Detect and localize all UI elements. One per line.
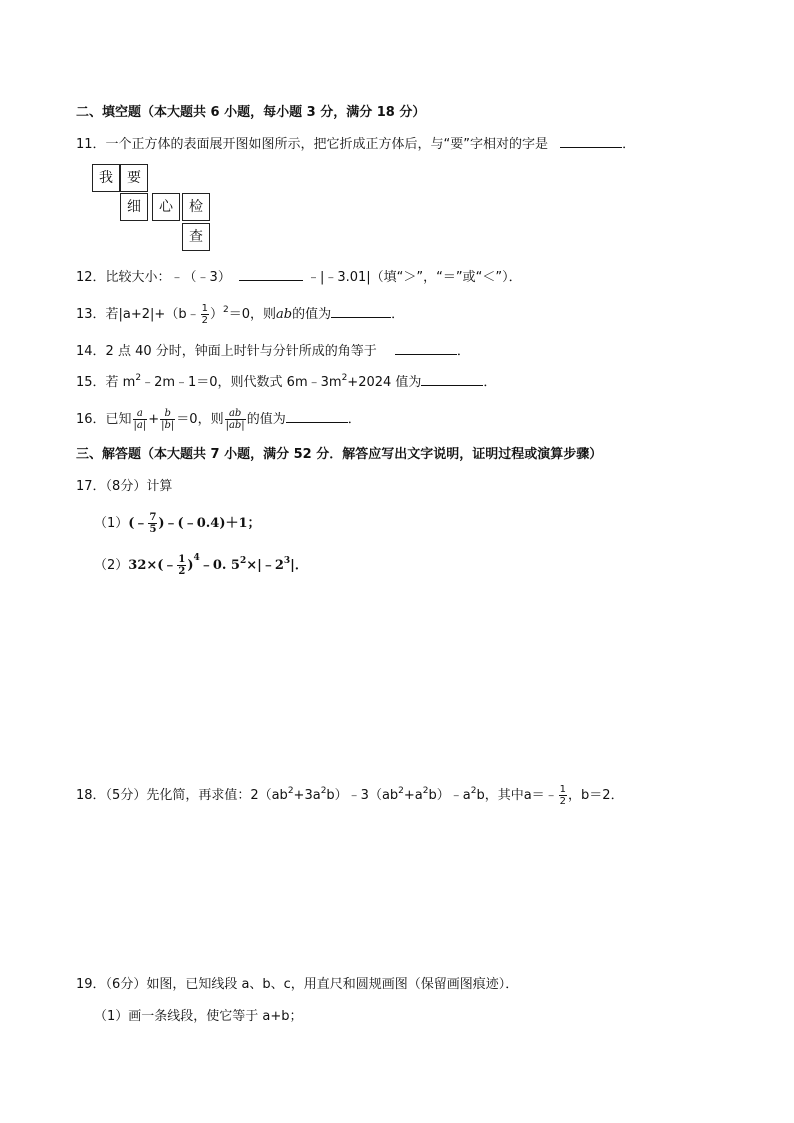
question-14-end: ． [456,344,470,359]
fraction-numerator: 1 [559,784,567,795]
answer-blank-16[interactable] [286,409,348,423]
exponent: 4 [193,553,200,563]
section-2-title: 二、填空题（本大题共 6 小题，每小题 3 分，满分 18 分） [76,105,426,120]
question-13-prefix: 13．若|a+2|+（b﹣ [76,307,200,322]
plus-sign: + [148,412,160,427]
fraction-numerator: 1 [178,554,186,565]
question-16-end: 的值为 [246,412,286,427]
exponent: 2 [239,556,247,566]
question-16-period: ． [347,412,361,427]
question-16-mid: ＝0，则 [176,412,224,427]
question-15-part1: 15．若 m [76,375,136,390]
question-19-part-1: （1）画一条线段，使它等于 a+b； [94,1009,303,1024]
answer-blank-13[interactable] [331,304,391,318]
fraction-one-half [559,784,567,807]
question-12-prefix: 12．比较大小：﹣（﹣3） [76,270,231,285]
question-17-part-2 [94,554,308,577]
fraction-numerator: 7 [149,512,157,523]
fraction-seven-fifths [148,512,157,535]
exponent: 2 [422,786,429,796]
q18-part: ，b＝2． [568,788,624,803]
fraction-a-over-abs-a [133,408,148,431]
question-13 [76,303,404,326]
close-paren: ) [187,558,194,573]
question-12-text: ﹣|﹣3.01|（填“＞”，“＝”或“＜”）． [306,270,522,285]
q18-part: b，其中a＝﹣ [476,788,558,803]
fraction-denominator: 2 [559,796,567,807]
fraction-one-half [177,554,186,577]
net-cell-4: 心 [152,193,180,221]
q18-part: +3a [293,788,321,803]
fraction-denominator: |ab| [225,420,245,431]
question-13-end: 的值为 [292,307,332,322]
expression-abs: ×|﹣2 [246,558,284,573]
exponent: 2 [222,305,229,315]
net-cell-5: 检 [182,193,210,221]
question-15 [76,372,496,392]
question-13-tail: ＝0，则 [228,307,276,322]
expression-mid: ﹣0. 5 [199,558,240,573]
question-15-end: ． [483,375,497,390]
question-11-end: ． [622,137,636,152]
question-14-text: 14．2 点 40 分时，钟面上时针与分针所成的角等于 [76,344,377,359]
question-11-text: 11．一个正方体的表面展开图如图所示，把它折成正方体后，与“要”字相对的字是 [76,137,549,152]
question-13-paren: ） [209,307,223,322]
q18-part: b）﹣a [428,788,471,803]
answer-blank-11[interactable] [560,134,622,148]
expression-start: (﹣ [128,516,148,531]
variable-ab: ab [275,307,293,322]
fraction-b-over-abs-b [160,408,175,431]
question-12 [76,267,522,287]
net-cell-2: 要 [120,164,148,192]
question-19: 19．（6分）如图，已知线段 a、b、c，用直尺和圆规画图（保留画图痕迹）． [76,977,519,992]
fraction-ab-over-abs-ab [225,408,246,431]
fraction-numerator: b [164,408,171,419]
answer-blank-15[interactable] [421,372,483,386]
part-label: （1） [94,516,129,531]
exponent: 2 [287,786,294,796]
q18-part: 18．（5分）先化简，再求值：2（ab [76,788,288,803]
question-14 [76,341,470,361]
fraction-numerator: 1 [201,303,208,314]
exponent: 2 [135,373,142,383]
fraction-denominator: 2 [201,315,208,326]
fraction-numerator: ab [228,408,242,419]
expression-start: 32×(﹣ [128,558,177,573]
net-cell-6: 查 [182,223,210,251]
fraction-denominator: 5 [149,524,157,535]
fraction-denominator: |a| [133,420,147,431]
question-17-title: 17．（8分）计算 [76,479,173,494]
fraction-denominator: |b| [161,420,175,431]
expression-rest: )﹣(﹣0.4)＋1； [158,516,261,531]
question-17-part-1 [94,512,261,535]
fraction-numerator: a [136,408,143,419]
net-cell-3: 细 [120,193,148,221]
question-11 [76,134,635,154]
q18-part: b）﹣3（ab [326,788,399,803]
question-15-part3: +2024 值为 [347,375,422,390]
question-16-prefix: 16．已知 [76,412,132,427]
exponent: 2 [470,786,477,796]
expression-end: |． [290,558,308,573]
part-label: （2） [94,558,129,573]
q18-part: +a [403,788,423,803]
answer-blank-14[interactable] [395,341,457,355]
question-15-part2: ﹣2m﹣1＝0，则代数式 6m﹣3m [141,375,342,390]
fraction-denominator: 2 [178,566,186,577]
question-16 [76,408,361,431]
question-18 [76,784,624,807]
answer-blank-12[interactable] [239,267,303,281]
exponent: 2 [398,786,404,796]
net-cell-1: 我 [92,164,120,192]
exponent: 2 [320,786,327,796]
exponent: 2 [341,373,348,383]
section-3-title: 三、解答题（本大题共 7 小题，满分 52 分．解答应写出文字说明，证明过程或演算步骤） [76,447,603,462]
exponent: 3 [283,556,291,566]
question-13-period: ． [391,307,405,322]
fraction-one-half [201,303,209,326]
